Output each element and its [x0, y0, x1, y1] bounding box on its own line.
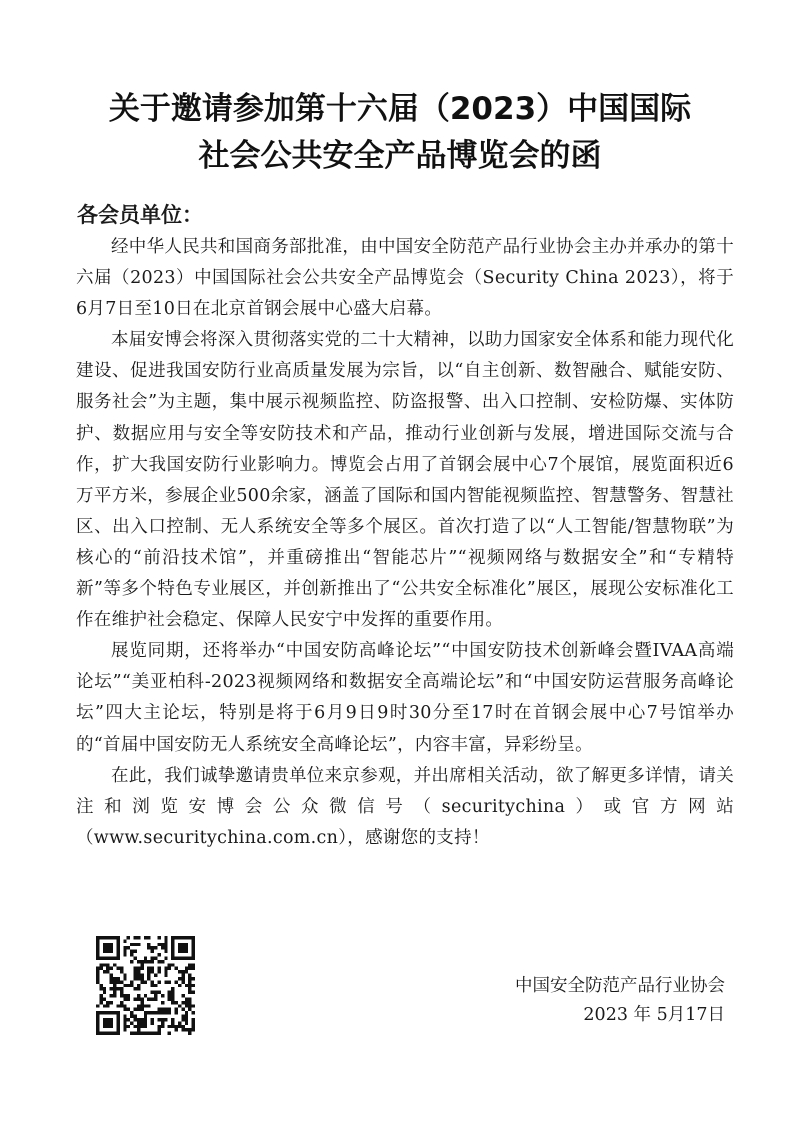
paragraph-4: 在此，我们诚挚邀请贵单位来京参观，并出席相关活动，欲了解更多详情，请关注和浏览安博会公众微信号（securitychina）或官方网站（www.securitychina.com.cn），感谢您的支持！ — [76, 765, 734, 848]
signature-org: 中国安全防范产品行业协会 — [515, 976, 725, 996]
letter-body — [76, 232, 734, 854]
title-line-2: 社会公共安全产品博览会的函 — [198, 138, 602, 174]
title-line-1: 关于邀请参加第十六届（2023）中国国际 — [108, 91, 692, 127]
qr-code-icon — [96, 936, 195, 1035]
paragraph-1: 经中华人民共和国商务部批准，由中国安全防范产品行业协会主办并承办的第十六届（2023）中国国际社会公共安全产品博览会（Security China 2023），将于6月7日至10日在北京首钢会展中心盛大启幕。 — [76, 237, 734, 320]
salutation: 各会员单位： — [77, 203, 203, 227]
signature-block — [515, 972, 725, 1030]
paragraph-2: 本届安博会将深入贯彻落实党的二十大精神，以助力国家安全体系和能力现代化建设、促进我国安防行业高质量发展为宗旨，以“自主创新、数智融合、赋能安防、服务社会”为主题，集中展示视频监控、防盗报警、出入口控制、安检防爆、实体防护、数据应用与安全等安防技术和产品，推动行业创新与发展，增进国际交流与合作，扩大我国安防行业影响力。博览会占用了首钢会展中心7个展馆，展览面积近6万平方米，参展企业500余家，涵盖了国际和国内智能视频监控、智慧警务、智慧社区、出入口控制、无人系统安全等多个展区。首次打造了以“人工智能/智慧物联”为核心的“前沿技术馆”，并重磅推出“智能芯片”“视频网络与数据安全”和“专精特新”等多个特色专业展区，并创新推出了“公共安全标准化”展区，展现公安标准化工作在维护社会稳定、保障人民安宁中发挥的重要作用。 — [76, 330, 734, 631]
paragraph-3: 展览同期，还将举办“中国安防高峰论坛”“中国安防技术创新峰会暨IVAA高端论坛”“美亚柏科-2023视频网络和数据安全高端论坛”和“中国安防运营服务高峰论坛”四大主论坛，特别是将于6月9日9时30分至17时在首钢会展中心7号馆举办的“首届中国安防无人系统安全高峰论坛”，内容丰富，异彩纷呈。 — [76, 641, 734, 755]
signature-date: 2023 年 5月17日 — [583, 1005, 725, 1025]
letter-title — [0, 86, 800, 180]
